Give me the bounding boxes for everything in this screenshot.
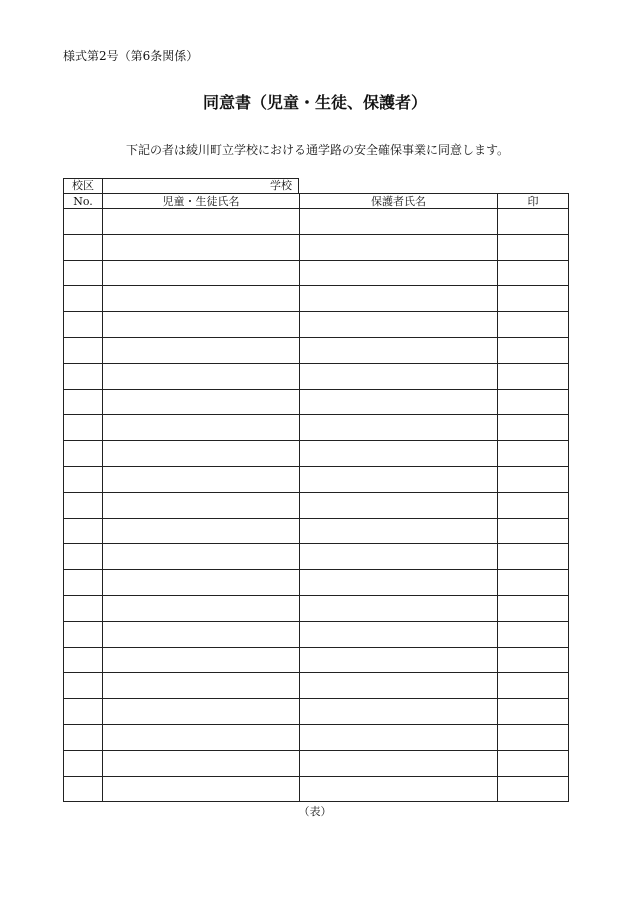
table-row bbox=[64, 776, 569, 802]
student-name-cell[interactable] bbox=[103, 260, 300, 286]
column-header-guardian-name: 保護者氏名 bbox=[300, 194, 498, 209]
no-cell[interactable] bbox=[64, 209, 103, 235]
guardian-name-cell[interactable] bbox=[300, 647, 498, 673]
table-row bbox=[64, 337, 569, 363]
seal-cell[interactable] bbox=[498, 209, 569, 235]
no-cell[interactable] bbox=[64, 441, 103, 467]
seal-cell[interactable] bbox=[498, 234, 569, 260]
guardian-name-cell[interactable] bbox=[300, 363, 498, 389]
table-body bbox=[64, 209, 569, 802]
table-row bbox=[64, 312, 569, 338]
no-cell[interactable] bbox=[64, 544, 103, 570]
column-header-seal: 印 bbox=[498, 194, 569, 209]
student-name-cell[interactable] bbox=[103, 570, 300, 596]
guardian-name-cell[interactable] bbox=[300, 415, 498, 441]
seal-cell[interactable] bbox=[498, 337, 569, 363]
guardian-name-cell[interactable] bbox=[300, 312, 498, 338]
table-row bbox=[64, 260, 569, 286]
no-cell[interactable] bbox=[64, 776, 103, 802]
guardian-name-cell[interactable] bbox=[300, 260, 498, 286]
table-row bbox=[64, 363, 569, 389]
seal-cell[interactable] bbox=[498, 595, 569, 621]
no-cell[interactable] bbox=[64, 570, 103, 596]
no-cell[interactable] bbox=[64, 234, 103, 260]
table-row bbox=[64, 699, 569, 725]
student-name-cell[interactable] bbox=[103, 699, 300, 725]
seal-cell[interactable] bbox=[498, 286, 569, 312]
no-cell[interactable] bbox=[64, 595, 103, 621]
no-cell[interactable] bbox=[64, 312, 103, 338]
student-name-cell[interactable] bbox=[103, 337, 300, 363]
student-name-cell[interactable] bbox=[103, 776, 300, 802]
guardian-name-cell[interactable] bbox=[300, 776, 498, 802]
student-name-cell[interactable] bbox=[103, 466, 300, 492]
guardian-name-cell[interactable] bbox=[300, 518, 498, 544]
seal-cell[interactable] bbox=[498, 647, 569, 673]
table-row bbox=[64, 518, 569, 544]
seal-cell[interactable] bbox=[498, 776, 569, 802]
student-name-cell[interactable] bbox=[103, 389, 300, 415]
guardian-name-cell[interactable] bbox=[300, 750, 498, 776]
student-name-cell[interactable] bbox=[103, 518, 300, 544]
student-name-cell[interactable] bbox=[103, 544, 300, 570]
table-row bbox=[64, 724, 569, 750]
no-cell[interactable] bbox=[64, 415, 103, 441]
school-district-row bbox=[63, 178, 299, 193]
no-cell[interactable] bbox=[64, 363, 103, 389]
no-cell[interactable] bbox=[64, 466, 103, 492]
column-header-student-name: 児童・生徒氏名 bbox=[103, 194, 300, 209]
no-cell[interactable] bbox=[64, 699, 103, 725]
seal-cell[interactable] bbox=[498, 570, 569, 596]
column-header-no: No. bbox=[64, 194, 103, 209]
no-cell[interactable] bbox=[64, 337, 103, 363]
no-cell[interactable] bbox=[64, 647, 103, 673]
no-cell[interactable] bbox=[64, 518, 103, 544]
student-name-cell[interactable] bbox=[103, 595, 300, 621]
seal-cell[interactable] bbox=[498, 518, 569, 544]
no-cell[interactable] bbox=[64, 621, 103, 647]
seal-cell[interactable] bbox=[498, 724, 569, 750]
student-name-cell[interactable] bbox=[103, 286, 300, 312]
page-side-note: （表） bbox=[298, 805, 332, 818]
guardian-name-cell[interactable] bbox=[300, 234, 498, 260]
student-name-cell[interactable] bbox=[103, 312, 300, 338]
guardian-name-cell[interactable] bbox=[300, 441, 498, 467]
guardian-name-cell[interactable] bbox=[300, 466, 498, 492]
table-row bbox=[64, 286, 569, 312]
seal-cell[interactable] bbox=[498, 415, 569, 441]
consent-statement: 下記の者は綾川町立学校における通学路の安全確保事業に同意します。 bbox=[125, 143, 510, 157]
table-row bbox=[64, 647, 569, 673]
guardian-name-cell[interactable] bbox=[300, 209, 498, 235]
table-row bbox=[64, 570, 569, 596]
school-label: 学校 bbox=[270, 179, 292, 192]
seal-cell[interactable] bbox=[498, 260, 569, 286]
no-cell[interactable] bbox=[64, 286, 103, 312]
seal-cell[interactable] bbox=[498, 699, 569, 725]
student-name-cell[interactable] bbox=[103, 724, 300, 750]
seal-cell[interactable] bbox=[498, 312, 569, 338]
consent-roster-table bbox=[63, 193, 569, 802]
table-row bbox=[64, 209, 569, 235]
document-title: 同意書（児童・生徒、保護者） bbox=[202, 93, 427, 112]
guardian-name-cell[interactable] bbox=[300, 337, 498, 363]
table-row bbox=[64, 750, 569, 776]
no-cell[interactable] bbox=[64, 724, 103, 750]
guardian-name-cell[interactable] bbox=[300, 673, 498, 699]
seal-cell[interactable] bbox=[498, 621, 569, 647]
guardian-name-cell[interactable] bbox=[300, 699, 498, 725]
table-row bbox=[64, 234, 569, 260]
no-cell[interactable] bbox=[64, 260, 103, 286]
table-row bbox=[64, 389, 569, 415]
seal-cell[interactable] bbox=[498, 673, 569, 699]
table-row bbox=[64, 595, 569, 621]
seal-cell[interactable] bbox=[498, 750, 569, 776]
table-row bbox=[64, 621, 569, 647]
table-header-row bbox=[64, 194, 569, 209]
seal-cell[interactable] bbox=[498, 492, 569, 518]
guardian-name-cell[interactable] bbox=[300, 389, 498, 415]
table-row bbox=[64, 466, 569, 492]
table-row bbox=[64, 673, 569, 699]
student-name-cell[interactable] bbox=[103, 441, 300, 467]
student-name-cell[interactable] bbox=[103, 750, 300, 776]
student-name-cell[interactable] bbox=[103, 209, 300, 235]
guardian-name-cell[interactable] bbox=[300, 492, 498, 518]
student-name-cell[interactable] bbox=[103, 415, 300, 441]
guardian-name-cell[interactable] bbox=[300, 621, 498, 647]
student-name-cell[interactable] bbox=[103, 363, 300, 389]
district-label: 校区 bbox=[64, 179, 103, 193]
table-row bbox=[64, 415, 569, 441]
form-number: 様式第2号（第6条関係） bbox=[63, 49, 199, 63]
table-row bbox=[64, 441, 569, 467]
seal-cell[interactable] bbox=[498, 466, 569, 492]
seal-cell[interactable] bbox=[498, 441, 569, 467]
guardian-name-cell[interactable] bbox=[300, 724, 498, 750]
guardian-name-cell[interactable] bbox=[300, 286, 498, 312]
no-cell[interactable] bbox=[64, 389, 103, 415]
guardian-name-cell[interactable] bbox=[300, 570, 498, 596]
table-row bbox=[64, 492, 569, 518]
table-row bbox=[64, 544, 569, 570]
guardian-name-cell[interactable] bbox=[300, 595, 498, 621]
seal-cell[interactable] bbox=[498, 544, 569, 570]
student-name-cell[interactable] bbox=[103, 492, 300, 518]
no-cell[interactable] bbox=[64, 673, 103, 699]
seal-cell[interactable] bbox=[498, 363, 569, 389]
seal-cell[interactable] bbox=[498, 389, 569, 415]
guardian-name-cell[interactable] bbox=[300, 544, 498, 570]
student-name-cell[interactable] bbox=[103, 673, 300, 699]
student-name-cell[interactable] bbox=[103, 647, 300, 673]
no-cell[interactable] bbox=[64, 750, 103, 776]
student-name-cell[interactable] bbox=[103, 234, 300, 260]
no-cell[interactable] bbox=[64, 492, 103, 518]
student-name-cell[interactable] bbox=[103, 621, 300, 647]
